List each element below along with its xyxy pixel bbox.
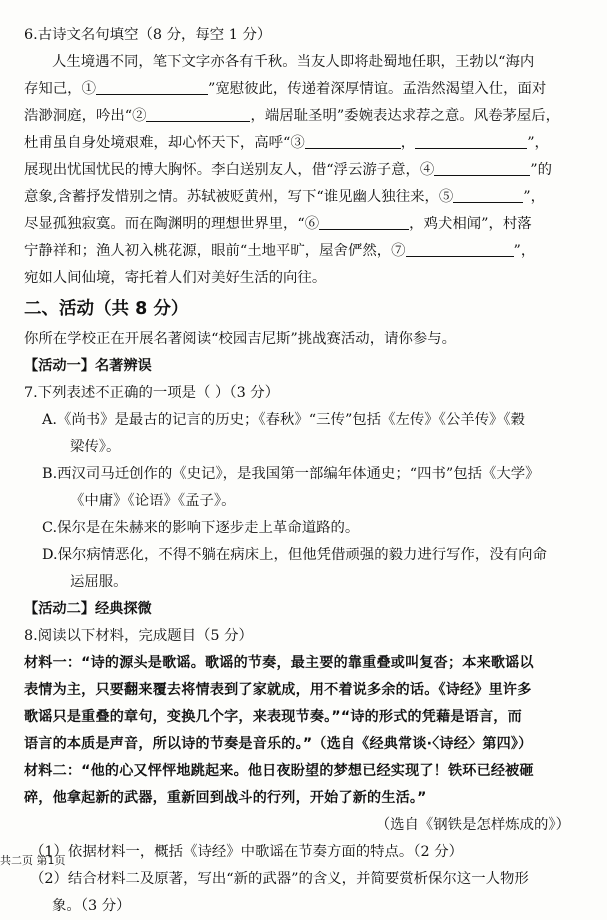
q6-line: 宁静祥和；渔人初入桃花源，眼前“土地平旷，屋舍俨然，⑦ ”， bbox=[24, 238, 590, 265]
answer-blank-5[interactable] bbox=[453, 186, 523, 203]
q7-option-a-cont: 梁传》。 bbox=[70, 439, 121, 455]
q8-sub-2: （2）结合材料二及原著，写出“新的武器”的含义，并简要赏析保尔这一人物形 bbox=[30, 871, 529, 887]
q6-line: 尽显孤独寂寞。而在陶渊明的理想世界里，“⑥ ，鸡犬相闻”，村落 bbox=[24, 211, 590, 238]
q8-sub-1: （1）依据材料一，概括《诗经》中歌谣在节奏方面的特点。（2 分） bbox=[30, 844, 464, 860]
material-1-line: 表情为主，只要翻来覆去将情表到了家就成，用不着说多余的话。《诗经》里许多 bbox=[24, 682, 532, 698]
q7-option-b-cont: 《中庸》《论语》《孟子》。 bbox=[70, 493, 236, 509]
material-1-line: 歌谣只是重叠的章句，变换几个字，来表现节奏。”“诗的形式的凭藉是语言，而 bbox=[24, 709, 522, 725]
q7-stem: 7.下列表述不正确的一项是（ ）（3 分） bbox=[24, 385, 280, 401]
q6-title: 6.古诗文名句填空（8 分，每空 1 分） bbox=[24, 27, 272, 43]
material-2-line: 碎，他拿起新的武器，重新回到战斗的行列，开始了新的生活。” bbox=[24, 790, 427, 806]
section-title: 二、活动（共 8 分） bbox=[24, 299, 189, 319]
q6-line: 展现出忧国忧民的博大胸怀。李白送别友人，借“浮云游子意，④ ”的 bbox=[24, 157, 590, 184]
material-2-source: （选自《钢铁是怎样炼成的》） bbox=[375, 817, 570, 833]
answer-blank-6[interactable] bbox=[319, 213, 409, 230]
q6-line: 存知己，① ”宽慰彼此，传递着深厚情谊。孟浩然渴望入仕，面对 bbox=[24, 76, 590, 103]
q7-option-a: A.《尚书》是最古的记言的历史；《春秋》“三传”包括《左传》《公羊传》《穀 bbox=[42, 412, 525, 428]
answer-blank-1[interactable] bbox=[96, 78, 208, 95]
q6-line: 浩渺洞庭，吟出“② ，端居耻圣明”委婉表达求荐之意。风卷茅屋后， bbox=[24, 103, 590, 130]
q6-line: 意象,含蓄抒发惜别之情。苏轼被贬黄州，写下“谁见幽人独往来，⑤ ”， bbox=[24, 184, 590, 211]
material-1-line: 材料一：“诗的源头是歌谣。歌谣的节奏，最主要的靠重叠或叫复沓；本来歌谣以 bbox=[24, 655, 534, 671]
answer-blank-4[interactable] bbox=[434, 159, 530, 176]
q7-option-d: D.保尔病情恶化，不得不躺在病床上，但他凭借顽强的毅力进行写作，没有向命 bbox=[42, 547, 547, 563]
exam-page bbox=[24, 22, 590, 920]
q8-sub-2-cont: 象。（3 分） bbox=[52, 898, 131, 914]
q6-line: 人生境遇不同，笔下文字亦各有千秋。当友人即将赴蜀地任职，王勃以“海内 bbox=[52, 54, 535, 70]
answer-blank-3a[interactable] bbox=[305, 132, 401, 149]
material-1-line: 语言的本质是声音，所以诗的节奏是音乐的。”（选自《经典常谈·〈诗经〉第四》） bbox=[24, 736, 533, 752]
q7-option-d-cont: 运屈服。 bbox=[70, 574, 128, 590]
activity-2-title: 【活动二】经典探微 bbox=[24, 601, 152, 617]
activity-1-title: 【活动一】名著辨误 bbox=[24, 358, 152, 374]
section-intro: 你所在学校正在开展名著阅读“校园吉尼斯”挑战赛活动，请你参与。 bbox=[24, 331, 457, 347]
page-footer: 共二页 第1页 bbox=[0, 854, 66, 867]
q6-line: 杜甫虽自身处境艰难，却心怀天下，高呼“③ ， ”， bbox=[24, 130, 590, 157]
answer-blank-2[interactable] bbox=[146, 105, 250, 122]
q6-line: 宛如人间仙境，寄托着人们对美好生活的向往。 bbox=[24, 270, 327, 286]
answer-blank-3b[interactable] bbox=[415, 132, 527, 149]
q7-option-c: C.保尔是在朱赫来的影响下逐步走上革命道路的。 bbox=[42, 520, 360, 536]
q8-stem: 8.阅读以下材料，完成题目（5 分） bbox=[24, 628, 253, 644]
answer-blank-7[interactable] bbox=[406, 240, 514, 257]
material-2-line: 材料二：“他的心又怦怦地跳起来。他日夜盼望的梦想已经实现了！铁环已经被砸 bbox=[24, 763, 534, 779]
q7-option-b: B.西汉司马迁创作的《史记》，是我国第一部编年体通史；“四书”包括《大学》 bbox=[42, 466, 540, 482]
